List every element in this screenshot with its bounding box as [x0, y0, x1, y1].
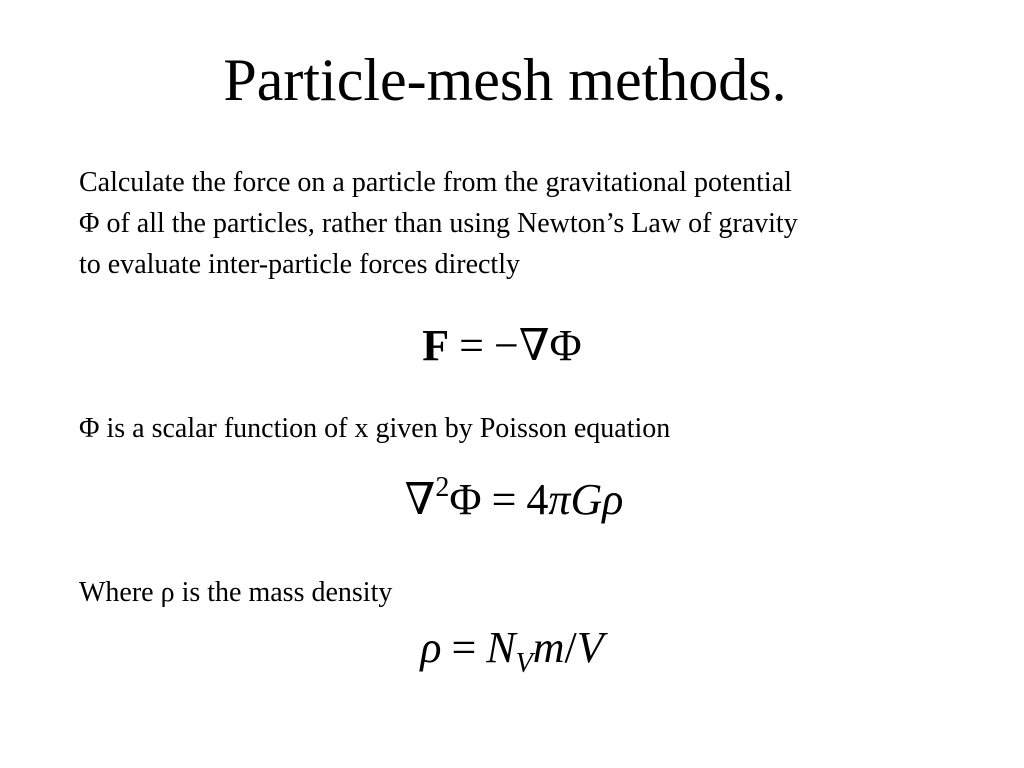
neg-gradient-phi: −∇Φ — [494, 321, 582, 370]
pi-symbol: π — [548, 475, 571, 524]
intro-paragraph — [79, 162, 979, 285]
poisson-description: Φ is a scalar function of x given by Poisson equation — [79, 413, 671, 444]
density-description: Where ρ is the mass density — [79, 577, 393, 608]
density-equation — [0, 620, 1024, 679]
poisson-equation — [0, 472, 1024, 528]
rho-symbol: ρ — [602, 475, 624, 524]
force-equation — [0, 318, 1024, 374]
nabla-symbol: ∇ — [404, 475, 436, 524]
coefficient: 4 — [526, 475, 549, 524]
division-slash: / — [564, 623, 577, 672]
equals-sign: = — [459, 321, 484, 370]
particle-count: N — [486, 623, 516, 672]
volume-symbol: V — [576, 623, 604, 672]
intro-line-1: Calculate the force on a particle from the gravitational potential — [79, 167, 792, 198]
phi-symbol: Φ — [449, 475, 482, 524]
rho-symbol: ρ — [420, 623, 442, 672]
intro-line-2: Φ of all the particles, rather than using Newton’s Law of gravity — [79, 208, 798, 239]
volume-subscript: V — [515, 648, 533, 679]
mass-symbol: m — [532, 623, 565, 672]
equals-sign: = — [491, 475, 517, 524]
slide-title: Particle-mesh methods. — [223, 47, 787, 113]
nabla-exponent: 2 — [435, 472, 450, 503]
gravitational-constant: G — [570, 475, 603, 524]
intro-line-3: to evaluate inter-particle forces directly — [79, 249, 520, 280]
force-symbol: F — [422, 321, 450, 370]
equals-sign: = — [451, 623, 477, 672]
